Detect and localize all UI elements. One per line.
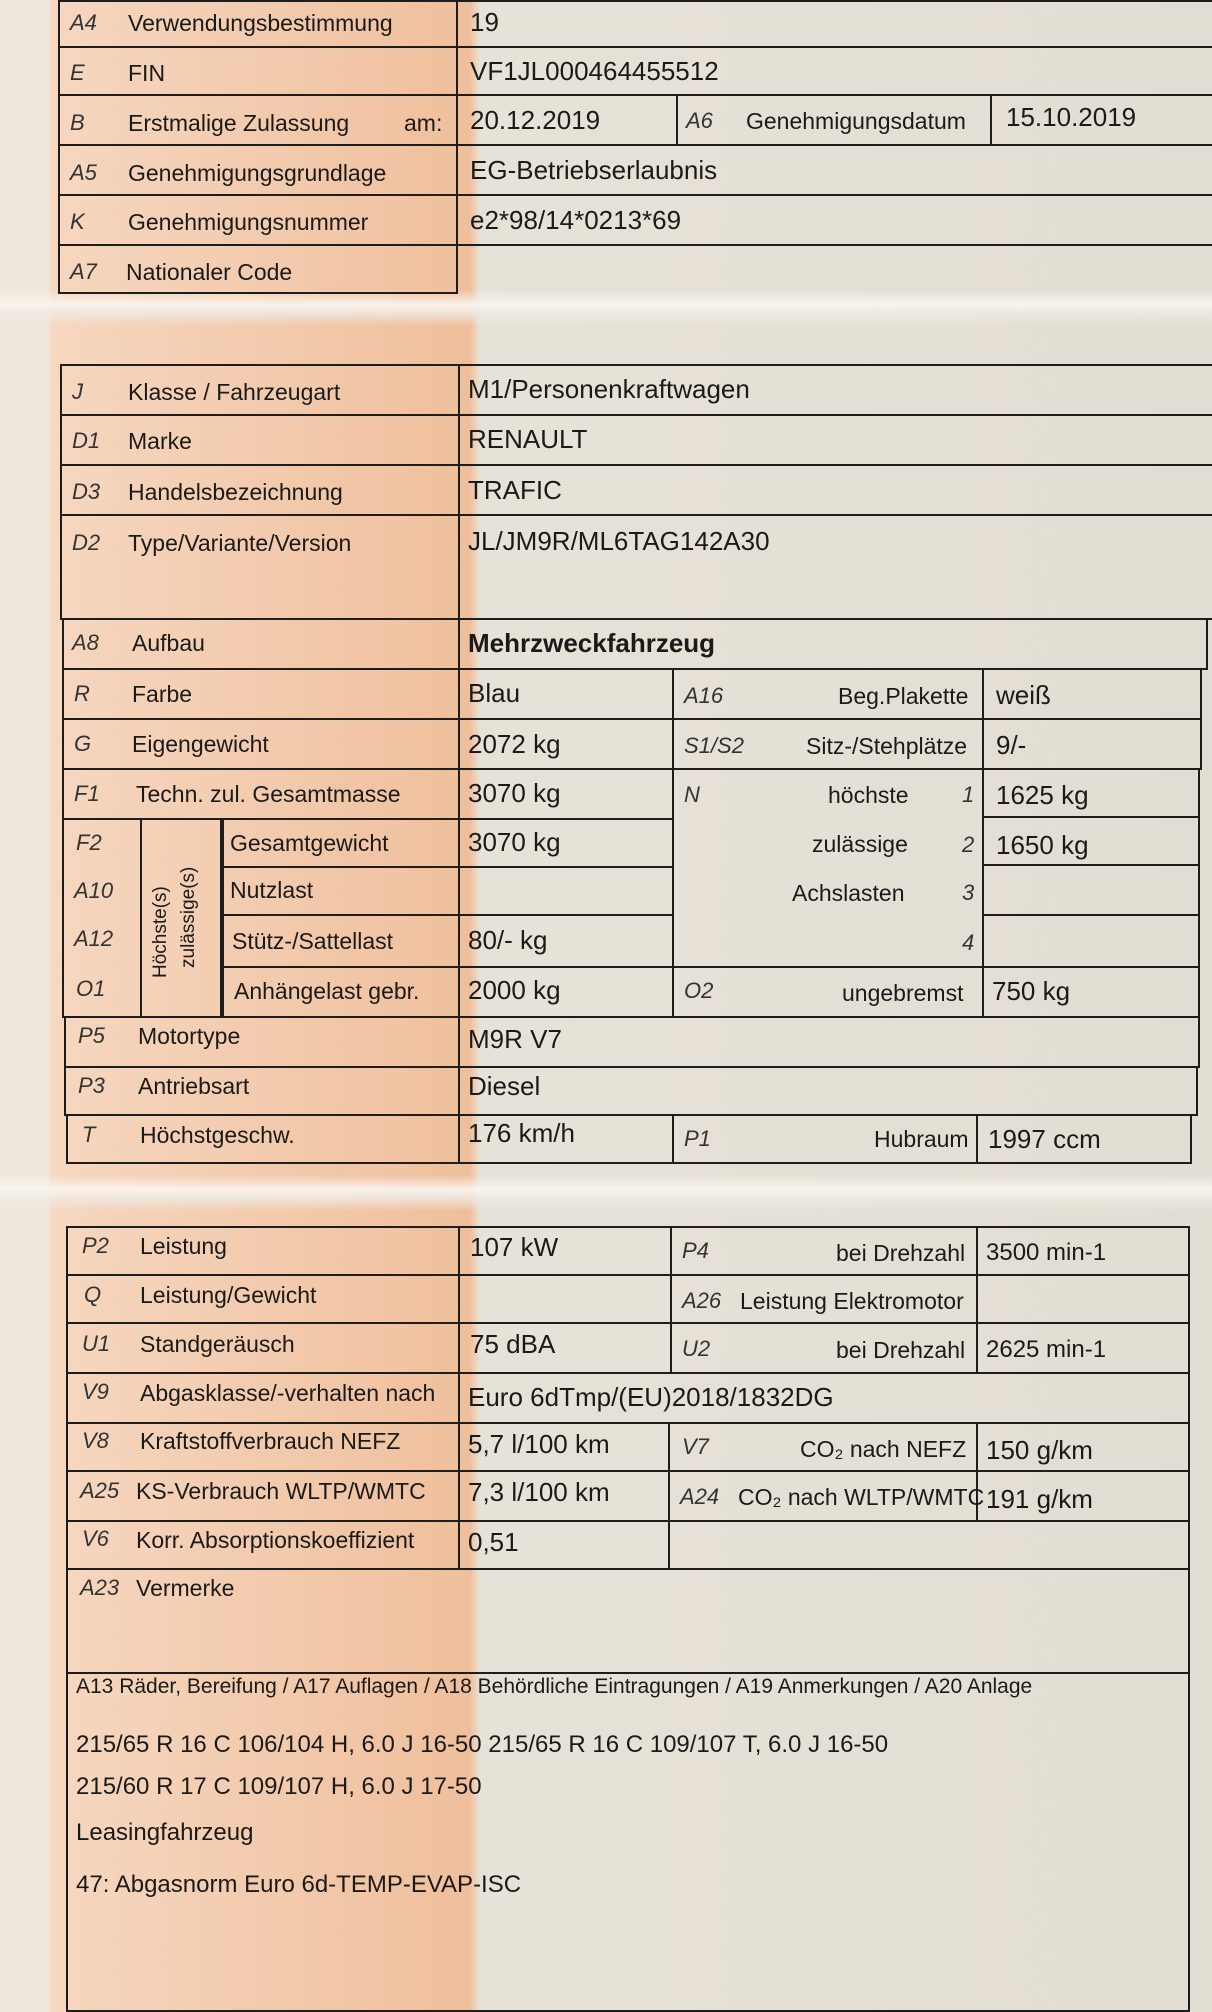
row-a7-value <box>456 244 1212 294</box>
row-e-label <box>58 46 458 96</box>
label-j: Klasse / Fahrzeugart <box>128 379 341 405</box>
code-r: R <box>74 681 90 706</box>
row-v6-empty <box>668 1520 1190 1570</box>
value-co2-nedc: 150 g/km <box>986 1435 1093 1465</box>
value-max-mass: 3070 kg <box>468 778 561 808</box>
code-o2: O2 <box>684 978 714 1003</box>
label-a5: Genehmigungsgrundlage <box>128 160 387 186</box>
value-approval-number: e2*98/14*0213*69 <box>470 205 682 235</box>
value-fuel-wltp: 7,3 l/100 km <box>468 1477 610 1507</box>
value-braked-trailer: 2000 kg <box>468 975 561 1005</box>
code-a26: A26 <box>682 1288 722 1313</box>
value-gross-weight: 3070 kg <box>468 827 561 857</box>
row-a4-value <box>456 0 1212 48</box>
label-t: Höchstgeschw. <box>140 1122 295 1148</box>
value-a4: 19 <box>470 7 499 37</box>
row-p5-value <box>458 1016 1200 1068</box>
remark-line: 215/60 R 17 C 109/107 H, 6.0 J 17-50 <box>76 1773 482 1800</box>
value-trade-name: TRAFIC <box>468 475 562 505</box>
code-u2: U2 <box>682 1336 711 1361</box>
label-r: Farbe <box>132 681 193 707</box>
code-d3: D3 <box>72 479 101 504</box>
row-r-label <box>62 668 460 720</box>
value-type-variant: JL/JM9R/ML6TAG142A30 <box>468 526 770 556</box>
remarks-header: A13 Räder, Bereifung / A17 Auflagen / A18 Behördliche Eintragungen / A19 Anmerkungen / A20 Anlage <box>76 1675 1033 1698</box>
value-noise: 75 dBA <box>470 1329 556 1359</box>
label-n-max: höchste <box>828 782 909 808</box>
code-n: N <box>684 782 700 807</box>
label-a24: CO₂ nach WLTP/WMTC <box>738 1484 985 1510</box>
label-q: Leistung/Gewicht <box>140 1282 317 1308</box>
code-a12: A12 <box>74 926 114 951</box>
row-q-value <box>458 1274 672 1324</box>
label-a16: Beg.Plakette <box>838 683 969 709</box>
value-power-rpm: 3500 min-1 <box>986 1239 1107 1266</box>
row-p2-label <box>66 1226 460 1276</box>
remark-line: Leasingfahrzeug <box>76 1819 254 1846</box>
row-a10-value <box>458 866 674 916</box>
value-noise-rpm: 2625 min-1 <box>986 1336 1107 1363</box>
label-d1: Marke <box>128 428 192 454</box>
label-a7: Nationaler Code <box>126 259 293 285</box>
code-e: E <box>70 60 85 85</box>
row-p3-label <box>64 1066 460 1116</box>
value-emission-class: Euro 6dTmp/(EU)2018/1832DG <box>468 1382 834 1412</box>
axle-2-value: 1650 kg <box>996 830 1089 860</box>
label-b-am: am: <box>404 110 443 136</box>
label-u1: Standgeräusch <box>140 1331 295 1357</box>
label-e: FIN <box>128 60 166 86</box>
axle-3-cell <box>982 864 1200 916</box>
axle-2-number: 2 <box>962 832 975 857</box>
label-a12: Stütz-/Sattellast <box>232 928 394 954</box>
code-v9: V9 <box>82 1379 109 1404</box>
row-p5-label <box>64 1016 460 1068</box>
label-b: Erstmalige Zulassung <box>128 110 350 136</box>
code-a5: A5 <box>70 160 97 185</box>
code-p2: P2 <box>82 1233 109 1258</box>
code-a8: A8 <box>72 630 99 655</box>
label-a25: KS-Verbrauch WLTP/WMTC <box>136 1478 426 1504</box>
label-a23: Vermerke <box>136 1575 235 1601</box>
label-p3: Antriebsart <box>138 1073 250 1099</box>
row-d3-value <box>458 464 1212 516</box>
value-unladen-mass: 2072 kg <box>468 729 561 759</box>
value-badge: weiß <box>996 680 1051 710</box>
code-a16: A16 <box>684 683 724 708</box>
code-s1s2: S1/S2 <box>684 733 744 758</box>
paper-fold <box>0 1175 1212 1211</box>
label-a26: Leistung Elektromotor <box>740 1288 964 1314</box>
label-a10: Nutzlast <box>230 877 314 903</box>
label-g: Eigengewicht <box>132 731 269 757</box>
label-v8: Kraftstoffverbrauch NEFZ <box>140 1428 401 1454</box>
code-d1: D1 <box>72 428 101 453</box>
code-a23: A23 <box>80 1575 120 1600</box>
label-seats: Sitz-/Stehplätze <box>806 733 968 759</box>
value-support-load: 80/- kg <box>468 925 548 955</box>
value-unbraked-trailer: 750 kg <box>992 976 1071 1006</box>
axle-1-value: 1625 kg <box>996 780 1089 810</box>
value-displacement: 1997 ccm <box>988 1124 1101 1154</box>
value-colour: Blau <box>468 678 521 708</box>
code-p3: P3 <box>78 1073 105 1098</box>
label-p1: Hubraum <box>874 1126 969 1152</box>
code-a6: A6 <box>686 108 713 133</box>
code-u1: U1 <box>82 1331 111 1356</box>
row-a8-label <box>62 618 460 670</box>
axle-4-cell <box>982 914 1200 968</box>
label-p2: Leistung <box>140 1233 227 1259</box>
paper-fold <box>0 290 1212 326</box>
value-top-speed: 176 km/h <box>468 1118 575 1148</box>
code-b: B <box>70 110 85 135</box>
axle-1-number: 1 <box>962 782 975 807</box>
axle-4-number: 4 <box>962 930 975 955</box>
label-v7: CO₂ nach NEFZ <box>800 1436 967 1462</box>
label-p4: bei Drehzahl <box>836 1240 966 1266</box>
label-d2: Type/Variante/Version <box>128 530 352 556</box>
code-d2: D2 <box>72 530 101 555</box>
code-a10: A10 <box>74 878 114 903</box>
label-f2: Gesamtgewicht <box>230 830 389 856</box>
label-f1: Techn. zul. Gesamtmasse <box>136 781 401 807</box>
row-a26-value <box>976 1274 1190 1324</box>
label-o2: ungebremst <box>842 980 964 1006</box>
value-make: RENAULT <box>468 424 588 454</box>
code-p1: P1 <box>684 1126 711 1151</box>
code-p4: P4 <box>682 1238 709 1263</box>
code-a4: A4 <box>70 10 97 35</box>
remark-line: 215/65 R 16 C 106/104 H, 6.0 J 16-50 215/65 R 16 C 109/107 T, 6.0 J 16-50 <box>76 1731 889 1758</box>
value-a5: EG-Betriebserlaubnis <box>470 155 718 185</box>
vertical-label-highest: Höchste(s) <box>150 886 171 978</box>
row-p3-value <box>458 1066 1198 1116</box>
code-v7: V7 <box>682 1434 709 1459</box>
code-p5: P5 <box>78 1023 105 1048</box>
code-o1: O1 <box>76 976 106 1001</box>
label-v9: Abgasklasse/-verhalten nach <box>140 1380 436 1406</box>
value-body: Mehrzweckfahrzeug <box>468 628 716 658</box>
remark-line: 47: Abgasnorm Euro 6d-TEMP-EVAP-ISC <box>76 1871 522 1898</box>
code-k: K <box>70 209 85 234</box>
value-fuel: Diesel <box>468 1071 541 1101</box>
label-d3: Handelsbezeichnung <box>128 479 343 505</box>
value-power: 107 kW <box>470 1232 559 1262</box>
axle-3-number: 3 <box>962 880 975 905</box>
code-g: G <box>74 731 92 756</box>
value-seats: 9/- <box>996 730 1027 760</box>
label-n-permissible: zulässige <box>812 831 908 857</box>
label-p5: Motortype <box>138 1023 241 1049</box>
code-v8: V8 <box>82 1428 109 1453</box>
value-fuel-nedc: 5,7 l/100 km <box>468 1429 610 1459</box>
value-first-registration: 20.12.2019 <box>470 105 601 135</box>
code-f1: F1 <box>74 781 100 806</box>
label-o1: Anhängelast gebr. <box>234 978 420 1004</box>
value-j: M1/Personenkraftwagen <box>468 374 750 404</box>
code-t: T <box>82 1122 96 1147</box>
vertical-label-permissible: zulässige(s) <box>178 866 199 968</box>
label-a6: Genehmigungsdatum <box>746 108 966 134</box>
label-v6: Korr. Absorptionskoeffizient <box>136 1527 415 1553</box>
label-k: Genehmigungsnummer <box>128 209 369 235</box>
label-n-axle-loads: Achslasten <box>792 880 905 906</box>
label-a8: Aufbau <box>132 630 205 656</box>
code-a7: A7 <box>70 259 97 284</box>
label-a4: Verwendungsbestimmung <box>128 10 393 36</box>
row-a23 <box>66 1568 1190 1674</box>
value-fin: VF1JL000464455512 <box>470 56 719 86</box>
label-u2: bei Drehzahl <box>836 1337 966 1363</box>
code-a24: A24 <box>680 1484 720 1509</box>
row-d1-label <box>60 414 460 466</box>
code-v6: V6 <box>82 1526 109 1551</box>
value-co2-wltp: 191 g/km <box>986 1484 1093 1514</box>
code-a25: A25 <box>80 1478 120 1503</box>
value-engine-type: M9R V7 <box>468 1024 562 1054</box>
code-j: J <box>72 379 83 404</box>
value-approval-date: 15.10.2019 <box>1006 102 1137 132</box>
code-f2: F2 <box>76 830 102 855</box>
value-absorption: 0,51 <box>468 1527 519 1557</box>
code-q: Q <box>84 1282 102 1307</box>
